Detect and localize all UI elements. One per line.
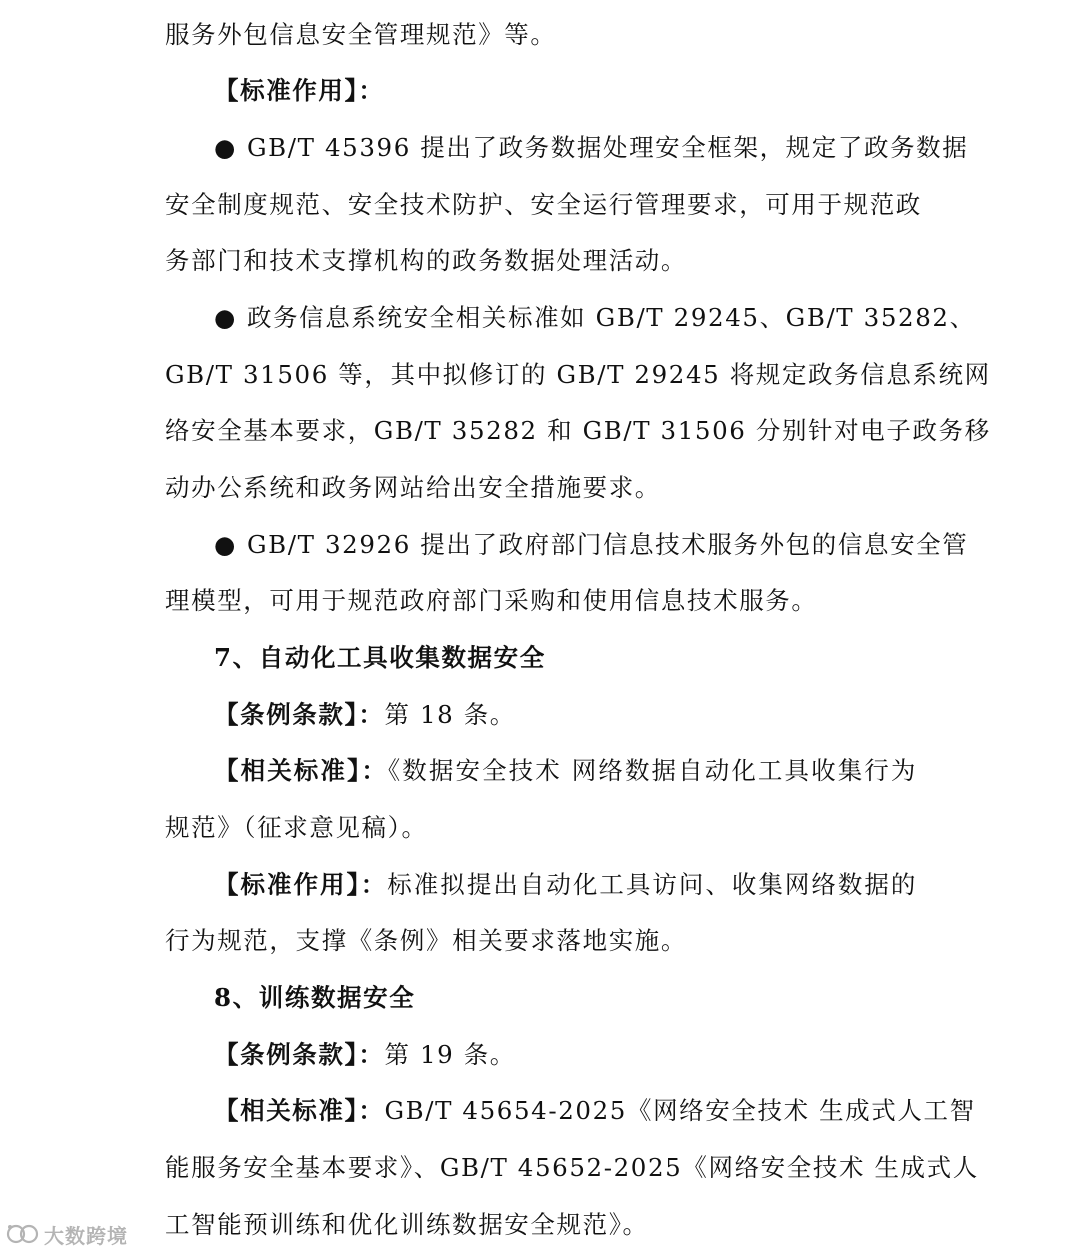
text-line: 安全制度规范、安全技术防护、安全运行管理要求，可用于规范政 [165,190,922,219]
watermark-text: 大数跨境 [44,1223,128,1248]
related-standard-line [214,754,917,788]
bullet-line-2 [214,301,976,335]
label-standard-role-1: 【标准作用】： [214,76,385,105]
regulation-clause-line [214,1038,917,1072]
section-heading-8: 8、训练数据安全 [214,983,416,1012]
clause-value: 第 18 条。 [384,700,516,729]
text-line: 行为规范，支撑《条例》相关要求落地实施。 [165,926,687,955]
text-line: 能服务安全基本要求》、GB/T 45652-2025《网络安全技术 生成式人 [165,1153,979,1182]
label-regulation-clause: 【条例条款】： [214,1040,385,1069]
label-related-standard: 【相关标准】： [214,756,388,785]
watermark [6,1218,128,1250]
text-line: GB/T 31506 等，其中拟修订的 GB/T 29245 将规定政务信息系统网 [165,360,991,389]
text-line-1: 服务外包信息安全管理规范》等。 [165,20,557,49]
text-line: 理模型，可用于规范政府部门采购和使用信息技术服务。 [165,586,818,615]
related-standard-value: GB/T 45654-2025《网络安全技术 生成式人工智 [384,1096,976,1125]
bullet-icon: ● [214,133,237,162]
bullet-line-1 [214,131,969,165]
label-related-standard: 【相关标准】： [214,1096,385,1125]
clause-value: 第 19 条。 [384,1040,516,1069]
text-line: 动办公系统和政务网站给出安全措施要求。 [165,473,661,502]
section-heading-7: 7、自动化工具收集数据安全 [214,643,546,672]
text-line: 络安全基本要求，GB/T 35282 和 GB/T 31506 分别针对电子政务移 [165,416,991,445]
regulation-clause-line [214,698,917,732]
text-line: 工智能预训练和优化训练数据安全规范》。 [165,1210,649,1239]
text-line: 规范》（征求意见稿）。 [165,813,428,842]
watermark-logo-icon [6,1222,40,1246]
standard-role-value: 标准拟提出自动化工具访问、收集网络数据的 [387,870,918,899]
bullet-line-3 [214,528,969,562]
standard-role-line [214,868,917,902]
bullet-text: GB/T 32926 提出了政府部门信息技术服务外包的信息安全管 [246,530,969,559]
bullet-icon: ● [214,530,237,559]
related-standard-line [214,1094,976,1128]
label-standard-role: 【标准作用】： [214,870,388,899]
bullet-icon: ● [214,303,237,332]
label-regulation-clause: 【条例条款】： [214,700,385,729]
bullet-text: 政务信息系统安全相关标准如 GB/T 29245、GB/T 35282、 [246,303,976,332]
related-standard-value: 《数据安全技术 网络数据自动化工具收集行为 [387,756,918,785]
text-line: 务部门和技术支撑机构的政务数据处理活动。 [165,246,687,275]
bullet-text: GB/T 45396 提出了政务数据处理安全框架，规定了政务数据 [246,133,969,162]
